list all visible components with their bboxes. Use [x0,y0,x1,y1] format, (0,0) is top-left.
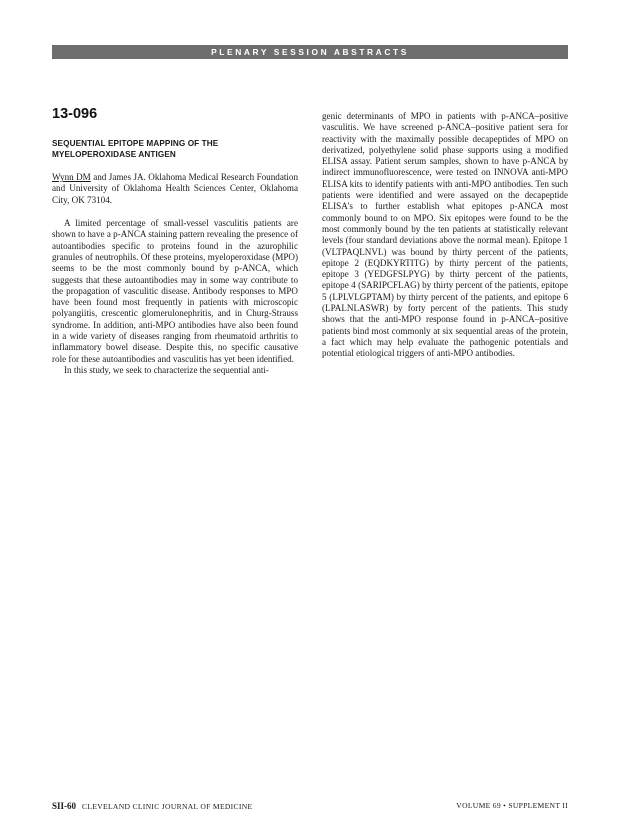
authors-affiliation-text: and James JA. Oklahoma Medical Research Foundation and University of Oklahoma Health Sciences Center, Oklahoma City, OK 73104. [52,172,299,205]
page-footer [52,800,568,812]
volume-info: VOLUME 69 • SUPPLEMENT II [456,801,568,810]
author-affiliation [52,172,298,206]
body-paragraph-2-continued: genic determinants of MPO in patients with p-ANCA–positive vasculitis. We have screened p-ANCA–positive patient sera for reactivity with the maximally possible decapeptides of MPO on derivatized, polyethylene solid phase supports using a modified ELISA assay. Patient serum samples, shown to have p-ANCA by indirect immunofluorescence, were tested on INNOVA anti-MPO ELISA kits to identify patients with anti-MPO antibodies. Ten such patients were identified and were assayed on the decapeptide ELISA's to further establish what epitopes p-ANCA most commonly bound to on MPO. Six epitopes were found to be the most commonly bound by the ten patients at statistically relevant levels (four standard deviations above the normal mean). Epitope 1 (VLTPAQLNVL) was bound by thirty percent of the patients, epitope 2 (EQDKYRTITG) by thirty percent of the patients, epitope 3 (YEDGFSLPYG) by thirty percent of the patients, epitope 4 (SARIPCFLAG) by thirty percent of the patients, epitope 5 (LPLVLGPTAM) by thirty percent of the patients, and epitope 6 (LPALNLASWR) by forty percent of the patients. This study shows that the anti-MPO response found in p-ANCA–positive patients bind most commonly at six sequential areas of the protein, a fact which may help evaluate the pathogenic potentials and potential etiological triggers of anti-MPO antibodies. [322,111,568,359]
body-paragraph-1: A limited percentage of small-vessel vasculitis patients are shown to have a p-ANCA staining pattern revealing the presence of autoantibodies specific to proteins found in the azurophilic granules of neutrophils. Of these proteins, myeloperoxidase (MPO) seems to be the most commonly bound by p-ANCA, which suggests that these autoantibodies may in some way contribute to the propagation of vasculitic disease. Antibody responses to MPO have been found most frequently in patients with microscopic polyangiitis, crescentic glomerulonephritis, and in Churg-Strauss syndrome. In addition, anti-MPO antibodies have also been found in a wide variety of diseases ranging from rheumatoid arthritis to inflammatory bowel disease. Despite this, no specific causative role for these autoantibodies and vasculitis has yet been identified. [52,218,298,364]
footer-left [52,800,252,813]
abstract-number: 13-096 [52,106,98,122]
right-column [322,111,568,360]
body-paragraph-2-start: In this study, we seek to characterize the sequential anti- [64,364,269,375]
presenting-author: Wynn DM [52,172,91,183]
journal-name: CLEVELAND CLINIC JOURNAL OF MEDICINE [82,802,253,811]
abstract-title: SEQUENTIAL EPITOPE MAPPING OF THE MYELOPEROXIDASE ANTIGEN [52,139,219,159]
section-banner: PLENARY SESSION ABSTRACTS [52,45,568,59]
left-column [52,105,298,376]
page-number: SII-60 [52,801,77,811]
